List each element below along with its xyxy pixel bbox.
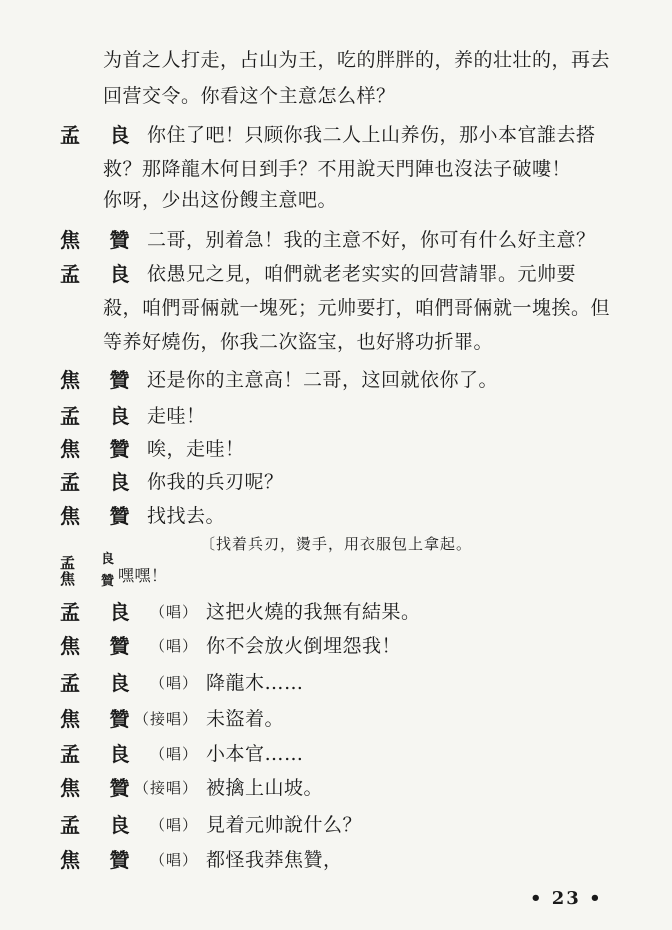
dialogue-text: 为首之人打走，占山为王，吃的胖胖的，养的壮壮的，再去 [103,49,611,71]
dialogue-text: 你我的兵刃呢？ [147,471,284,493]
speaker-char: 焦 [60,634,81,658]
speaker-name [60,468,130,496]
dialogue-text: 未盜着。 [206,708,285,730]
dialogue-text: 你住了吧！只顾你我二人上山养伤，那小本官誰去搭 [147,124,596,146]
dialogue-text: 都怪我莽焦贊， [206,849,343,871]
speaker-char: 孟 [60,742,81,766]
speaker-name [60,366,130,394]
speaker-char: 良 [109,671,130,695]
speaker-name [60,811,130,839]
dialogue-text: 依愚兄之見，咱們就老老实实的回营請罪。元帅要 [147,263,577,285]
speaker-char: 焦 [60,437,81,461]
dialogue-text: 你不会放火倒埋怨我！ [206,635,402,657]
speaker-char: 贊 [109,504,130,528]
speaker-char: 贊 [101,574,115,589]
dialogue-text: 殺，咱們哥倆就一塊死；元帅要打，咱們哥倆就一塊挨。但 [103,297,611,319]
dialogue-text: 你呀，少出这份餿主意吧。 [103,189,338,211]
page-number: • 23 • [530,888,603,909]
sing-cue: （唱） [150,637,199,655]
speaker-char: 孟 [60,600,81,624]
speaker-char: 贊 [109,848,130,872]
sing-cue: （唱） [150,745,199,763]
speaker-char: 良 [109,742,130,766]
dialogue-text: 被擒上山坡。 [206,777,324,799]
speaker-char: 良 [109,404,130,428]
sing-cue: （接唱） [134,710,199,728]
sing-cue: （唱） [150,851,199,869]
speaker-char: 良 [109,262,130,286]
speaker-char: 孟 [60,470,81,494]
speaker-char: 良 [109,813,130,837]
speaker-char: 孟 [60,813,81,837]
speaker-char: 贊 [109,776,130,800]
speaker-char: 焦 [60,776,81,800]
sing-cue: （唱） [150,816,199,834]
speaker-name [60,402,130,430]
speaker-name [60,121,130,149]
speaker-char: 贊 [109,228,130,252]
speaker-name [60,632,130,660]
speaker-name [60,774,130,802]
speaker-char: 贊 [109,707,130,731]
speaker-char: 良 [109,123,130,147]
speaker-char: 焦 [60,368,81,392]
speaker-char: 孟 [60,671,81,695]
speaker-char: 孟 [60,262,81,286]
speaker-char: 孟 [60,404,81,428]
speaker-char: 贊 [109,368,130,392]
speaker-name [60,598,130,626]
sing-cue: （唱） [150,674,199,692]
speaker-name [60,846,130,874]
stage-direction-text: 〔找着兵刃，燙手，用衣服包上拿起。 [200,535,473,553]
speaker-char: 贊 [109,634,130,658]
speaker-name [60,740,130,768]
speaker-char: 良 [109,470,130,494]
speaker-char: 焦 [60,707,81,731]
dialogue-text: 二哥，别着急！我的主意不好，你可有什么好主意？ [147,229,596,251]
dialogue-text: 等养好燒伤，你我二次盜宝，也好將功折罪。 [103,331,494,353]
dialogue-text: 小本官…… [206,743,304,765]
speaker-char: 焦 [60,504,81,528]
speaker-char: 焦 [60,228,81,252]
speaker-char: 焦 [60,848,81,872]
dialogue-text: 降龍木…… [206,672,304,694]
dialogue-text: 見着元帅說什么？ [206,814,363,836]
speaker-name [60,705,130,733]
speaker-char: 良 [109,600,130,624]
sing-cue: （接唱） [134,779,199,797]
dialogue-text: 回营交令。你看这个主意怎么样？ [103,85,396,107]
speaker-char: 贊 [109,437,130,461]
speaker-name [60,669,130,697]
dialogue-text: 嘿嘿！ [118,566,168,585]
dialogue-text: 找找去。 [147,505,226,527]
dialogue-text: 还是你的主意高！二哥，这回就依你了。 [147,369,499,391]
speaker-char: 孟 [60,554,76,572]
speaker-name [60,260,130,288]
speaker-char: 良 [101,552,115,567]
dialogue-text: 这把火燒的我無有結果。 [206,601,421,623]
dialogue-text: 走哇！ [147,405,206,427]
speaker-name [60,435,130,463]
speaker-char: 焦 [60,570,76,588]
sing-cue: （唱） [150,603,199,621]
dialogue-text: 唉，走哇！ [147,438,245,460]
speaker-name [60,226,130,254]
speaker-char: 孟 [60,123,81,147]
speaker-name [60,502,130,530]
dialogue-text: 救？那降龍木何日到手？不用說天門陣也沒法子破嘍！ [103,158,572,180]
